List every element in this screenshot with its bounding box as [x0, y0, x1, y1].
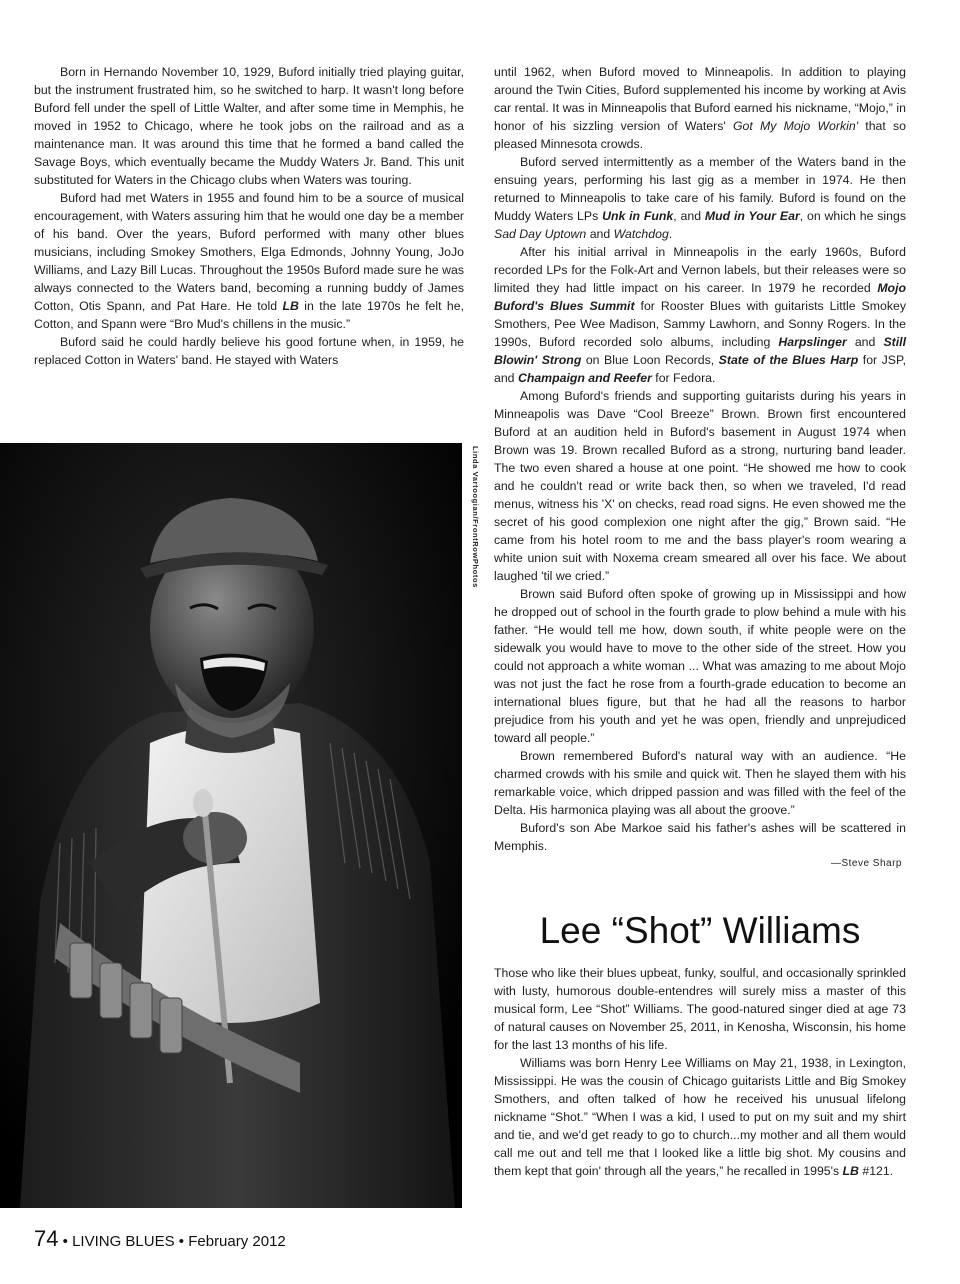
- magazine-abbrev: LB: [282, 299, 299, 313]
- magazine-abbrev: LB: [842, 1164, 859, 1178]
- paragraph: [34, 189, 464, 333]
- album-title: Still Blowin' Strong: [494, 335, 906, 367]
- right-column: [494, 63, 906, 855]
- album-title: State of the Blues Harp: [718, 353, 859, 367]
- paragraph-text: for Fedora.: [651, 371, 716, 385]
- song-title: Got My Mojo Workin': [732, 119, 859, 133]
- photo-credit: Linda Vartoogian/FrontRowPhotos: [471, 446, 480, 588]
- page-footer: [34, 1226, 286, 1252]
- paragraph: [494, 1054, 906, 1180]
- album-title: Unk in Funk: [602, 209, 674, 223]
- article-headline: Lee “Shot” Williams: [539, 910, 861, 951]
- paragraph: [494, 153, 906, 243]
- paragraph-text: until 1962, when Buford moved to Minneapolis. In addition to playing around the Twin Cities, Buford supplemented his income by working at Avis car rental. It was in Minneapolis that Buford earned his nickname, “Mojo,” in honor of his sizzling version of Waters': [494, 65, 906, 133]
- album-title: Mojo Buford's Blues Summit: [494, 281, 906, 313]
- footer-separator: •: [58, 1233, 73, 1250]
- footer-separator: •: [174, 1233, 189, 1250]
- paragraph-text: Buford served intermittently as a member of the Waters band in the ensuing years, performing his last gig as a member in 1974. He then returned to Minneapolis to take care of his family. Buford is found on the Muddy Waters LPs: [494, 155, 906, 223]
- paragraph-text: and: [586, 227, 614, 241]
- paragraph-text: After his initial arrival in Minneapolis in the early 1960s, Buford recorded LPs for the Folk-Art and Vernon labels, but their releases were so limited they had little impact on his career. In 1979 he recorded: [494, 245, 906, 295]
- performer-photo-illustration: [0, 443, 462, 1208]
- paragraph-text: that so pleased Minnesota crowds.: [494, 119, 906, 151]
- paragraph: Buford's son Abe Markoe said his father's ashes will be scattered in Memphis.: [494, 821, 906, 853]
- left-column: [34, 63, 464, 369]
- song-title: Watchdog: [613, 227, 669, 241]
- paragraph-text: Buford had met Waters in 1955 and found him to be a source of musical encouragement, with Waters assuring him that he would one day be a member of his band. Over the years, Buford performed with many other blues musicians, including Smokey Smothers, Elga Edmonds, Johnny Young, JoJo Williams, and Lazy Bill Lucas. Throughout the 1950s Buford made sure he was always connected to the Waters band, becoming a running buddy of James Cotton, Otis Spann, and Pat Hare. He told: [34, 191, 464, 313]
- page-number: 74: [34, 1226, 59, 1251]
- paragraph-text: on Blue Loon Records,: [581, 353, 719, 367]
- paragraph: Born in Hernando November 10, 1929, Buford initially tried playing guitar, but the instrument frustrated him, so he switched to harp. It wasn't long before Buford fell under the spell of Little Walter, and after some time in Memphis, he moved in 1952 to Chicago, where he took jobs on the railroad and as a maintenance man. It was around this time that he formed a band called the Savage Boys, which eventually became the Muddy Waters Jr. Band. This unit substituted for Waters in the Chicago clubs when Waters was touring.: [34, 65, 464, 187]
- album-title: Harpslinger: [778, 335, 847, 349]
- album-title: Champaign and Reefer: [517, 371, 652, 385]
- paragraph-text: Williams was born Henry Lee Williams on May 21, 1938, in Lexington, Mississippi. He was the cousin of Chicago guitarists Little and Big Smokey Smothers, and often talked of how he received his unusual lifelong nickname “Shot.” “When I was a kid, I used to put on my suit and my shirt and tie, and we'd get ready to go to church...my mother and all them would call me out and tell me that I looked like a little big shot. My cousins and them kept that goin' through all the years,” he recalled in 1995's: [494, 1056, 906, 1178]
- paragraph-text: and: [846, 335, 884, 349]
- paragraph-text: #121.: [858, 1164, 894, 1178]
- song-title: Sad Day Uptown: [494, 227, 587, 241]
- paragraph-text: , on which he sings: [799, 209, 906, 223]
- issue-date: February 2012: [188, 1233, 286, 1250]
- author-byline: —Steve Sharp: [830, 858, 902, 869]
- paragraph: Brown said Buford often spoke of growing up in Mississippi and how he dropped out of school in the fourth grade to plow behind a mule with his father. “He would tell me how, down south, if white people were on the sidewalk you would have to move to the other side of the street. How you could not approach a white woman ... What was amazing to me about Mojo was not just the fact he rose from a fourth-grade education to become an international blues figure, but that he had all the reasons to harbor prejudice from his youth and yet he was open, friendly and unprejudiced toward all people.”: [494, 587, 906, 745]
- paragraph: Brown remembered Buford's natural way with an audience. “He charmed crowds with his smile and quick wit. Then he slayed them with his remarkable voice, which dripped passion and was filled with the feel of the Delta. His harmonica playing was all about the groove.”: [494, 749, 906, 817]
- paragraph: [494, 63, 906, 153]
- paragraph: Those who like their blues upbeat, funky, soulful, and occasionally sprinkled with lusty, humorous double-entendres will surely miss a master of this musical form, Lee “Shot” Williams. The good-natured singer died at age 73 of natural causes on November 25, 2011, in Kenosha, Wisconsin, his home for the last 13 months of his life.: [494, 966, 906, 1052]
- paragraph-text: for JSP, and: [494, 353, 907, 385]
- paragraph-text: in the late 1970s he felt he, Cotton, and Spann were “Bro Mud's chillens in the music.”: [34, 299, 465, 331]
- paragraph: Among Buford's friends and supporting guitarists during his years in Minneapolis was Dave “Cool Breeze” Brown. Brown first encountered Buford at an audition held in Buford's basement in August 1974 when Brown was 19. Brown recalled Buford as a strong, nurturing band leader. The two even shared a house at one point. “He showed me how to cook and he couldn't read or write back then, so when we traveled, I'd read menus, witness his 'X' on checks, read road signs. He even showed me the secret of his good complexion one night after the gig,” Brown said. “He came from his hotel room to me and the bass player's room wearing a white union suit with Noxema cream smeared all over his face. We about laughed 'til we cried.”: [494, 389, 906, 583]
- paragraph: Buford said he could hardly believe his good fortune when, in 1959, he replaced Cotton in Waters' band. He stayed with Waters: [34, 335, 464, 367]
- paragraph: [494, 243, 906, 387]
- album-title: Mud in Your Ear: [704, 209, 800, 223]
- paragraph-text: , and: [673, 209, 705, 223]
- paragraph-text: for Rooster Blues with guitarists Little Smokey Smothers, Pee Wee Madison, Sammy Lawhorn, and Sonny Rogers. In the 1990s, Buford recorded solo albums, including: [494, 299, 906, 349]
- paragraph-text: .: [668, 227, 673, 241]
- performer-photo: [0, 443, 462, 1208]
- magazine-name: LIVING BLUES: [72, 1233, 175, 1250]
- obituary-column: [494, 964, 906, 1180]
